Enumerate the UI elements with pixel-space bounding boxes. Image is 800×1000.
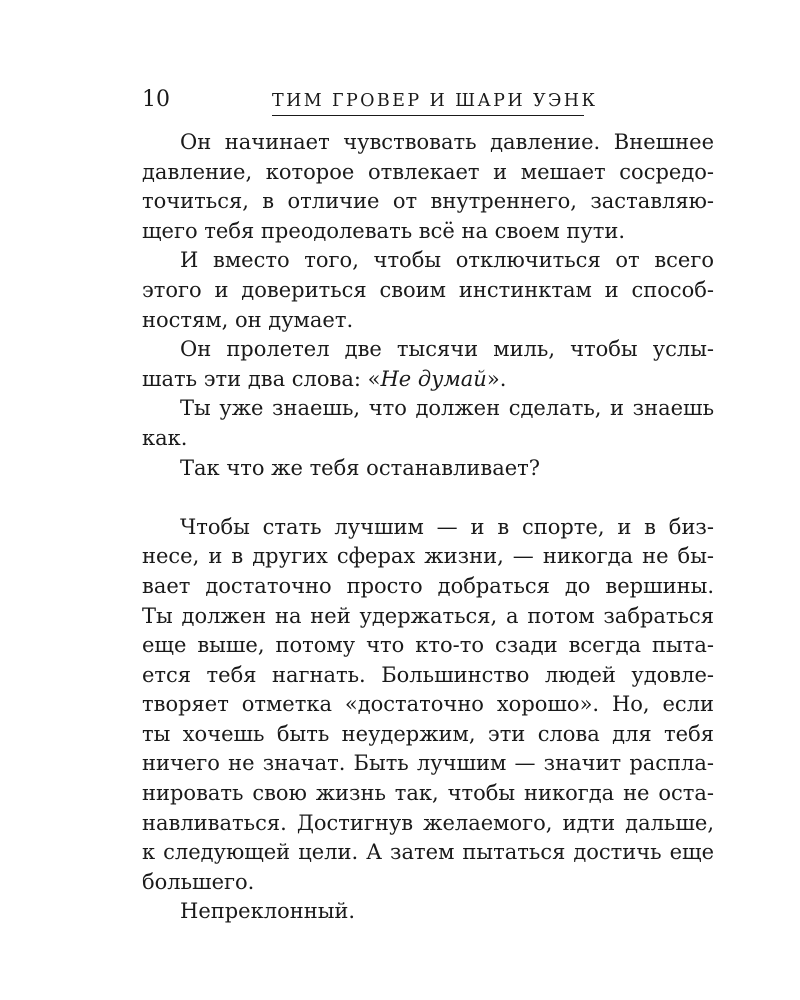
paragraph bbox=[142, 246, 714, 335]
body-text bbox=[142, 128, 714, 927]
text-line: Он начинает чувствовать давление. Внешнее bbox=[180, 130, 714, 154]
paragraph bbox=[142, 394, 714, 453]
text-line: этого и довериться своим инстинктам и способ- bbox=[142, 277, 714, 302]
text-line: нировать свою жизнь так, чтобы никогда не оста- bbox=[142, 781, 714, 806]
text-fragment: ». bbox=[486, 366, 507, 391]
text-line: ты хочешь быть неудержим, эти слова для тебя bbox=[142, 721, 714, 746]
page-number: 10 bbox=[142, 87, 170, 112]
text-line: ничего не значат. Быть лучшим — значит распла- bbox=[142, 751, 714, 776]
running-title: ТИМ ГРОВЕР И ШАРИ УЭНК bbox=[272, 90, 584, 116]
paragraph bbox=[142, 513, 714, 898]
text-line: щего тебя преодолевать всё на своем пути. bbox=[142, 218, 625, 243]
text-line: точиться, в отличие от внутреннего, заставляю- bbox=[142, 189, 714, 214]
text-line: как. bbox=[142, 425, 188, 450]
text-line: Непреклонный. bbox=[180, 899, 356, 924]
text-line: еще выше, потому что кто-то сзади всегда пыта- bbox=[142, 633, 714, 658]
text-line: Чтобы стать лучшим — и в спорте, и в биз- bbox=[180, 514, 714, 539]
text-line: несе, и в других сферах жизни, — никогда не бы- bbox=[142, 544, 714, 569]
text-line: большего. bbox=[142, 869, 255, 894]
text-line: творяет отметка «достаточно хорошо». Но, если bbox=[142, 692, 714, 717]
text-line: навливаться. Достигнув желаемого, идти дальше, bbox=[142, 810, 714, 835]
text-line: ется тебя нагнать. Большинство людей удовле- bbox=[142, 662, 714, 687]
text-fragment: шать эти два слова: « bbox=[142, 366, 381, 391]
italic-quote: Не думай bbox=[380, 366, 487, 391]
paragraph bbox=[142, 897, 714, 927]
paragraph bbox=[142, 454, 714, 484]
text-line: Он пролетел две тысячи миль, чтобы услы- bbox=[180, 337, 714, 362]
text-line: И вместо того, чтобы отключиться от всего bbox=[180, 248, 714, 273]
text-line: Ты уже знаешь, что должен сделать, и знаешь bbox=[180, 396, 714, 421]
text-line: к следующей цели. А затем пытаться достичь еще bbox=[142, 840, 714, 865]
text-line bbox=[142, 365, 714, 395]
text-line: ностям, он думает. bbox=[142, 307, 354, 332]
paragraph bbox=[142, 128, 714, 246]
text-line: давление, которое отвлекает и мешает сосредо- bbox=[142, 159, 714, 184]
text-line: вает достаточно просто добраться до вершины. bbox=[142, 573, 714, 598]
section-break bbox=[142, 483, 714, 513]
text-line: Так что же тебя останавливает? bbox=[180, 455, 541, 480]
paragraph bbox=[142, 335, 714, 394]
text-line: Ты должен на ней удержаться, а потом забраться bbox=[142, 603, 714, 628]
